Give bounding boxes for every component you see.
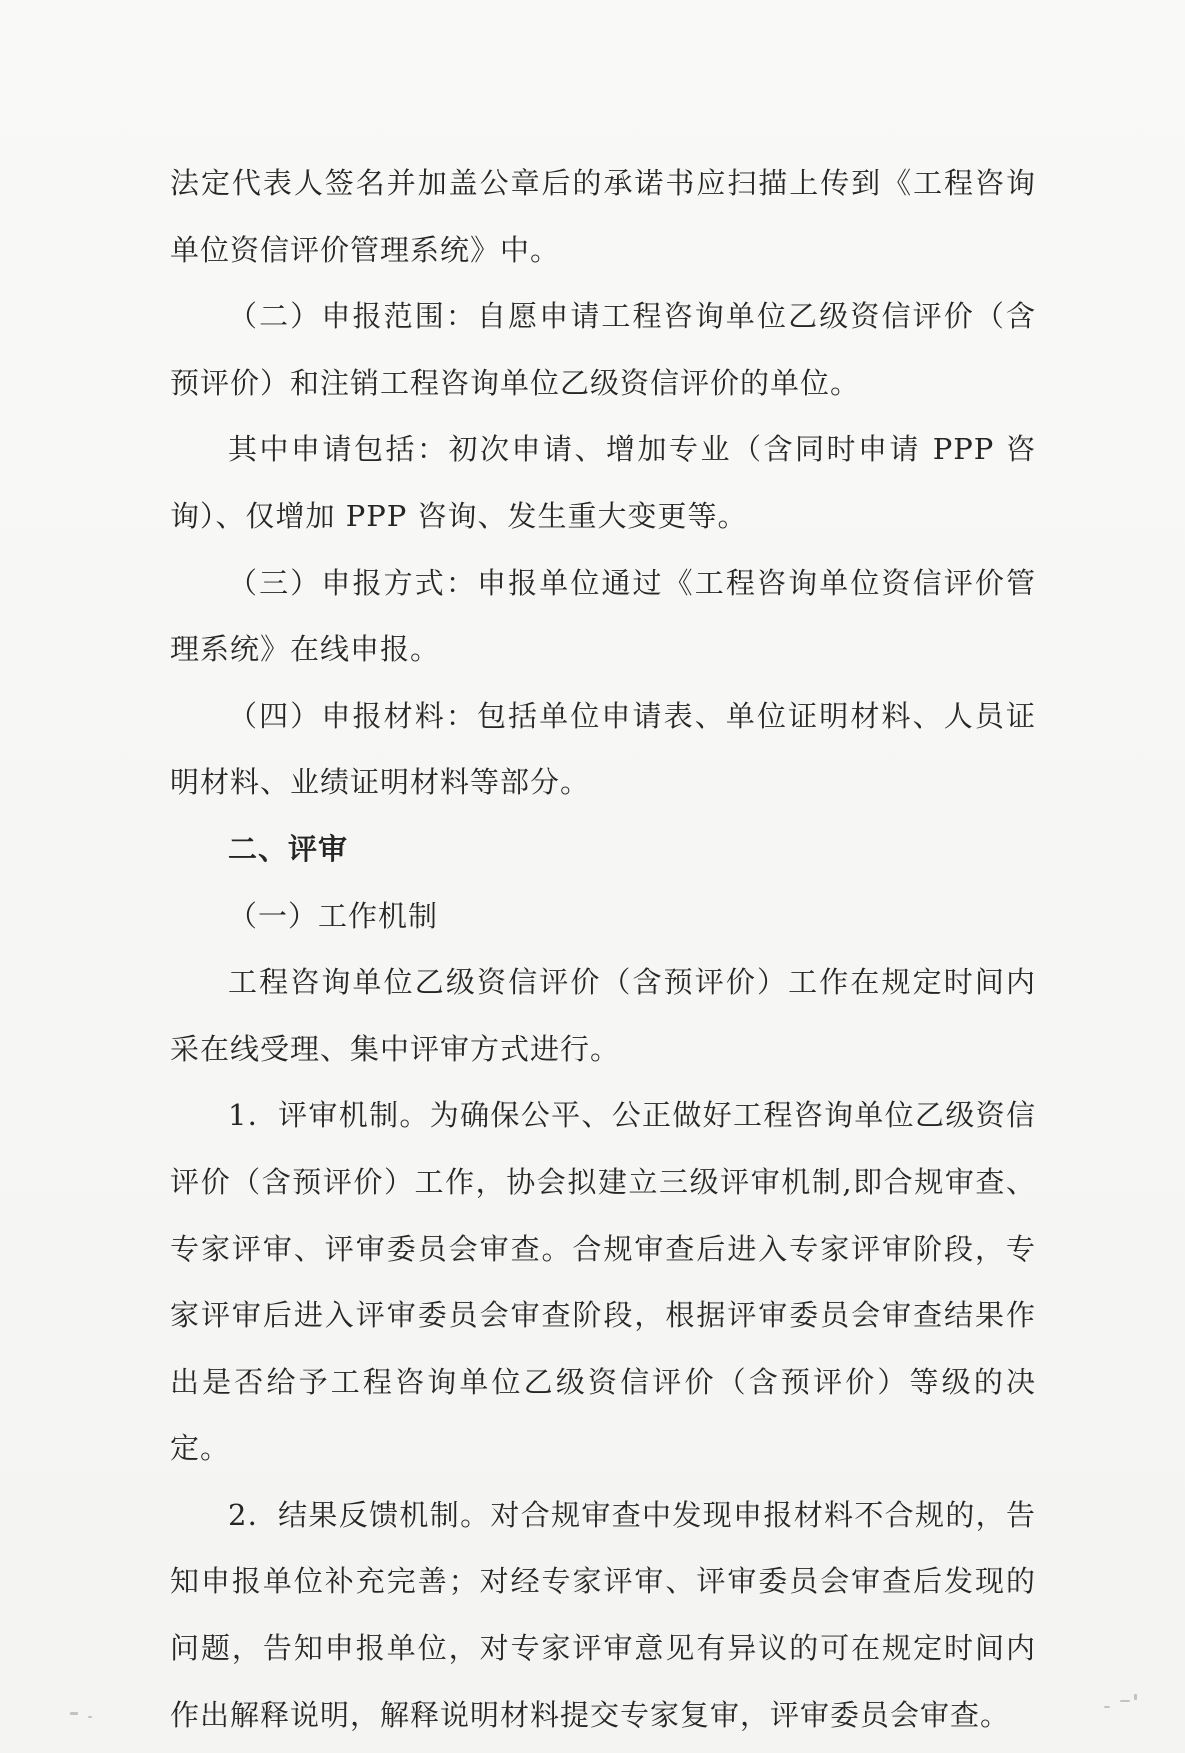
paragraph-application-types: 其中申请包括：初次申请、增加专业（含同时申请 PPP 咨询）、仅增加 PPP 咨询、发生重大变更等。 bbox=[170, 432, 1036, 533]
paragraph-review-mechanism: 1．评审机制。为确保公平、公正做好工程咨询单位乙级资信评价（含预评价）工作，协会拟建立三级评审机制,即合规审查、专家评审、评审委员会审查。合规审查后进入专家评审阶段，专家评审后进入评审委员会审查阶段，根据评审委员会审查结果作出是否给予工程咨询单位乙级资信评价（含预评价）等级的决定。 bbox=[170, 1098, 1036, 1466]
paragraph-materials: （四）申报材料：包括单位申请表、单位证明材料、人员证明材料、业绩证明材料等部分。 bbox=[170, 698, 1036, 800]
section-heading-review: 二、评审 bbox=[228, 831, 349, 866]
scan-speck bbox=[1120, 1700, 1130, 1702]
scan-speck bbox=[1134, 1694, 1137, 1700]
scan-speck bbox=[1104, 1706, 1110, 1708]
subheading-work-mechanism: （一）工作机制 bbox=[228, 898, 439, 933]
paragraph-submission-method: （三）申报方式：申报单位通过《工程咨询单位资信评价管理系统》在线申报。 bbox=[170, 565, 1036, 667]
paragraph-commitment-continuation: 法定代表人签名并加盖公章后的承诺书应扫描上传到《工程咨询单位资信评价管理系统》中。 bbox=[170, 166, 1036, 267]
document-body bbox=[170, 150, 1036, 1748]
scan-speck bbox=[70, 1712, 78, 1715]
scan-speck bbox=[88, 1716, 92, 1718]
paragraph-work-mechanism: 工程咨询单位乙级资信评价（含预评价）工作在规定时间内采在线受理、集中评审方式进行。 bbox=[170, 965, 1036, 1066]
paragraph-feedback-mechanism: 2．结果反馈机制。对合规审查中发现申报材料不合规的，告知申报单位补充完善；对经专家评审、评审委员会审查后发现的问题，告知申报单位，对专家评审意见有异议的可在规定时间内作出解释说明，解释说明材料提交专家复审，评审委员会审查。 bbox=[170, 1497, 1036, 1732]
paragraph-scope: （二）申报范围：自愿申请工程咨询单位乙级资信评价（含预评价）和注销工程咨询单位乙级资信评价的单位。 bbox=[170, 299, 1036, 400]
